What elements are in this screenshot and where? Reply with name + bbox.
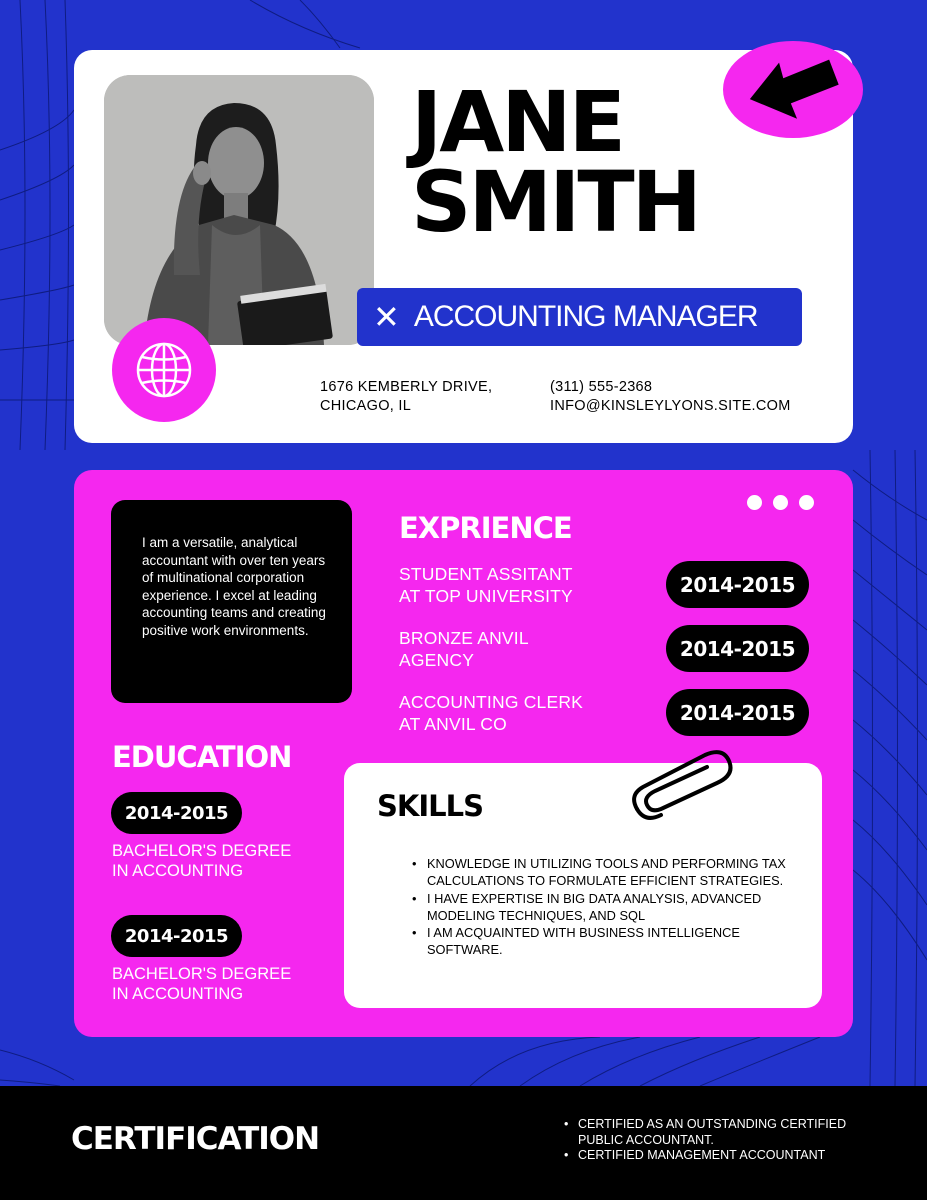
certification-footer [0,1086,927,1200]
name-first: JANE [411,73,623,171]
globe-badge [112,318,216,422]
globe-icon [134,340,194,400]
email-address: INFO@KINSLEYLYONS.SITE.COM [550,398,791,414]
degree-title: BACHELOR'S DEGREE [112,965,292,983]
portrait-illustration [104,75,374,345]
name-last: SMITH [411,153,699,251]
experience-years-badge: 2014-2015 [666,625,809,672]
skills-list [427,855,797,959]
experience-years-badge: 2014-2015 [666,561,809,608]
skill-item: • KNOWLEDGE IN UTILIZING TOOLS AND PERFORMING TAX CALCULATIONS TO FORMULATE EFFICIENT STRATEGIES. [427,855,797,890]
degree-field: IN ACCOUNTING [112,862,244,880]
job-place: AT ANVIL CO [399,714,507,734]
skills-heading: SKILLS [377,789,483,823]
address-line: CHICAGO, IL [320,398,412,414]
about-summary [111,500,352,703]
job-title: BRONZE ANVIL [399,628,529,648]
education-heading: EDUCATION [112,740,292,774]
education-years-badge: 2014-2015 [111,792,242,834]
certification-item: • CERTIFIED MANAGEMENT ACCOUNTANT [578,1148,878,1164]
dot-icon [747,495,762,510]
profile-photo [104,75,374,345]
about-text: I am a versatile, analytical accountant with over ten years of multinational corporation experience. I excel at leading accounting teams and creating positive work environments. [142,535,326,638]
role-title: ACCOUNTING MANAGER [413,300,758,333]
education-item [112,964,291,1004]
role-pill [357,288,802,346]
address [320,378,492,416]
job-place: AT TOP UNIVERSITY [399,586,573,606]
paperclip-icon [627,747,737,827]
phone-number: (311) 555-2368 [550,379,653,395]
arrow-badge [723,41,863,138]
experience-item [399,563,573,607]
experience-heading: EXPRIENCE [399,511,572,545]
resume-body-card [74,470,853,1037]
address-line: 1676 KEMBERLY DRIVE, [320,379,493,395]
job-title: ACCOUNTING CLERK [399,692,584,712]
window-dots [747,495,814,510]
job-place: AGENCY [399,650,475,670]
education-years-badge: 2014-2015 [111,915,242,957]
dot-icon [773,495,788,510]
experience-years-badge: 2014-2015 [666,689,809,736]
certification-heading: CERTIFICATION [71,1121,320,1157]
contact-info [550,378,791,416]
candidate-name [411,73,699,251]
certification-list [578,1117,878,1164]
job-title: STUDENT ASSITANT [399,564,573,584]
experience-item [399,627,529,671]
dot-icon [799,495,814,510]
certification-item: • CERTIFIED AS AN OUTSTANDING CERTIFIED PUBLIC ACCOUNTANT. [578,1117,878,1148]
education-item [112,841,291,881]
close-icon: ✕ [373,299,400,335]
header-card [74,50,853,443]
skill-item: • I HAVE EXPERTISE IN BIG DATA ANALYSIS, ADVANCED MODELING TECHNIQUES, AND SQL [427,890,797,925]
degree-title: BACHELOR'S DEGREE [112,842,292,860]
skills-card [344,763,822,1008]
degree-field: IN ACCOUNTING [112,985,244,1003]
skill-item: • I AM ACQUAINTED WITH BUSINESS INTELLIGENCE SOFTWARE. [427,924,797,959]
experience-item [399,691,583,735]
arrow-left-icon [745,57,841,123]
